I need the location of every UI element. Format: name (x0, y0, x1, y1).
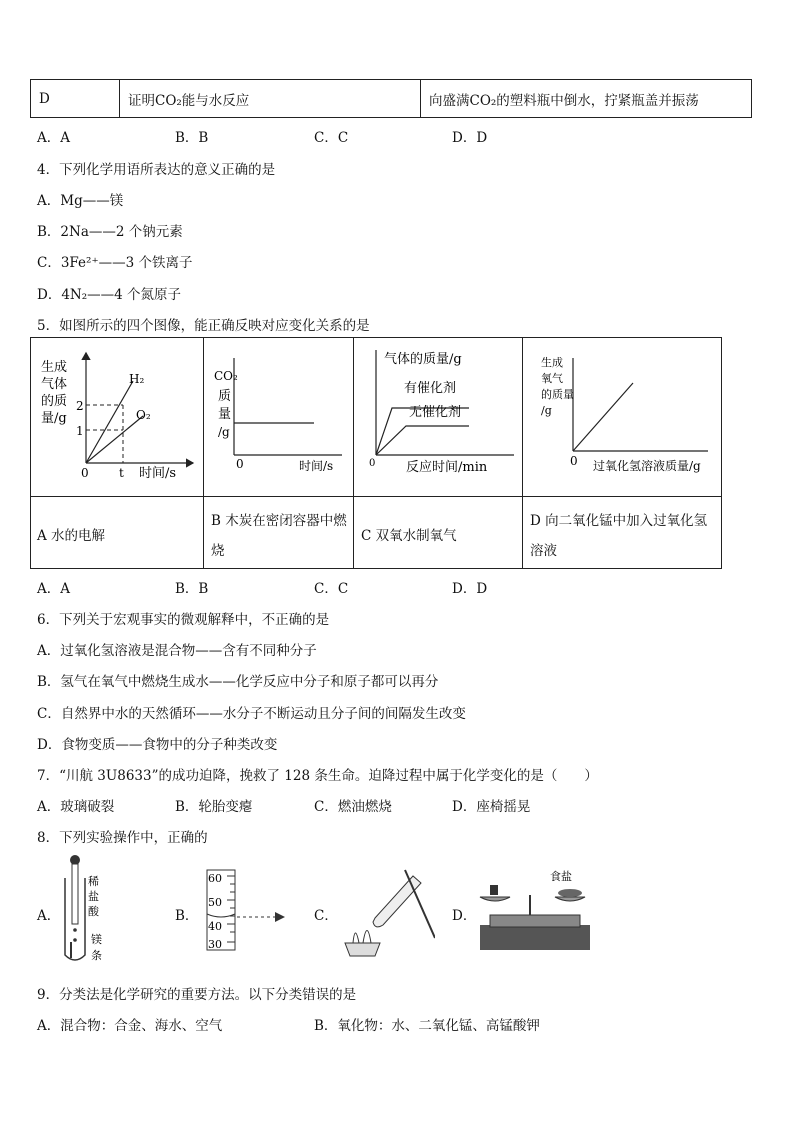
q5-option-d[interactable]: D．D (452, 581, 488, 597)
balance-base-icon (480, 925, 590, 950)
row-d-label: D (31, 80, 120, 118)
q6-option-a[interactable]: A．过氧化氢溶液是混合物——含有不同种分子 (37, 643, 317, 659)
graph-a-electrolysis (31, 338, 203, 496)
q4-option-c[interactable]: C．3Fe²⁺——3 个铁离子 (37, 255, 193, 271)
graph-b-caption: B 木炭在密闭容器中燃烧 (211, 513, 347, 559)
q5-graph-table (30, 337, 722, 569)
q5-option-a[interactable]: A．A (37, 581, 70, 597)
graph-c-xlabel: 反应时间/min (406, 460, 488, 475)
q7-option-d[interactable]: D．座椅摇晃 (452, 799, 531, 815)
heating-test-tube-figure (335, 858, 435, 958)
svg-text:酸: 酸 (88, 905, 99, 918)
svg-text:50: 50 (208, 896, 222, 909)
graph-a-ylabel-3: 的质 (41, 394, 68, 409)
alcohol-lamp-icon (345, 943, 380, 956)
svg-text:30: 30 (208, 938, 222, 951)
graph-a-h2-line (86, 381, 133, 463)
graph-a-caption: A 水的电解 (37, 528, 106, 544)
right-pan-icon (555, 897, 585, 901)
q6-option-c[interactable]: C．自然界中水的天然循环——水分子不断运动且分子间的间隔发生改变 (37, 706, 466, 722)
q7-option-c[interactable]: C．燃油燃烧 (314, 799, 392, 815)
q6-option-d[interactable]: D．食物变质——食物中的分子种类改变 (37, 737, 278, 753)
q3-option-a[interactable]: A．A (37, 130, 70, 146)
graph-c-catalyst-label: 有催化剂 (404, 381, 457, 396)
graph-c-origin: 0 (369, 458, 376, 469)
row-d-method: 向盛满CO₂的塑料瓶中倒水，拧紧瓶盖并振荡 (421, 80, 752, 118)
row-d-purpose: 证明CO₂能与水反应 (120, 80, 421, 118)
q9-stem: 9．分类法是化学研究的重要方法。以下分类错误的是 (37, 987, 357, 1003)
q7-stem: 7．“川航 3U8633”的成功迫降，挽救了 128 条生命。迫降过程中属于化学变化的是（ ） (37, 768, 598, 784)
svg-text:条: 条 (91, 949, 102, 962)
q5-option-c[interactable]: C．C (314, 581, 349, 597)
graph-b-charcoal (204, 338, 353, 496)
graph-b-origin: 0 (236, 457, 244, 471)
svg-text:40: 40 (208, 920, 222, 933)
graph-d-caption: D 向二氧化锰中加入过氧化氢溶液 (530, 513, 708, 559)
eye-icon (275, 912, 285, 922)
q3-option-b[interactable]: B．B (175, 130, 209, 146)
graph-b-ylabel-4: /g (218, 425, 230, 439)
svg-text:镁: 镁 (91, 933, 102, 946)
q5-stem: 5．如图所示的四个图像，能正确反映对应变化关系的是 (37, 318, 370, 334)
graph-d-ylabel-3: 的质量 (541, 388, 574, 401)
graph-a-h2-label: H₂ (129, 372, 145, 386)
graph-a-ylabel-1: 生成 (41, 360, 68, 375)
svg-text:盐: 盐 (88, 890, 99, 903)
q6-option-b[interactable]: B．氢气在氧气中燃烧生成水——化学反应中分子和原子都可以再分 (37, 674, 439, 690)
svg-text:食盐: 食盐 (550, 870, 572, 883)
q3-option-c[interactable]: C．C (314, 130, 349, 146)
graph-a-ylabel-2: 气体 (41, 377, 68, 392)
graph-d-origin: 0 (570, 454, 578, 468)
graph-a-o2-label: O₂ (136, 408, 151, 422)
q8-option-d[interactable]: D． (452, 908, 477, 924)
graph-b-ylabel-1: CO₂ (214, 369, 238, 383)
q9-option-a[interactable]: A．混合物：合金、海水、空气 (37, 1018, 223, 1034)
graph-b-xlabel: 时间/s (299, 459, 334, 473)
q4-option-b[interactable]: B．2Na——2 个钠元素 (37, 224, 183, 240)
tube-holder-icon (405, 870, 435, 938)
graduated-cylinder-figure (195, 868, 295, 953)
q5-option-b[interactable]: B．B (175, 581, 209, 597)
graph-c-caption: C 双氧水制氧气 (361, 528, 457, 544)
graph-c-ylabel: 气体的质量/g (384, 352, 462, 367)
dropper-tube-icon (72, 864, 78, 924)
flame-icon (353, 931, 371, 944)
graph-c-no-catalyst-line (376, 426, 469, 455)
graph-c-no-catalyst-label: 无催化剂 (409, 405, 462, 420)
weight-icon (490, 885, 498, 895)
graph-b-ylabel-3: 量 (218, 407, 232, 422)
graph-d-manganese-dioxide (523, 338, 721, 496)
graph-a-origin: 0 (81, 466, 89, 480)
graph-a-xlabel: 时间/s (139, 466, 177, 481)
experiment-table-row-d (30, 79, 752, 118)
graph-a-tick-1: 1 (76, 424, 84, 438)
q8-option-a[interactable]: A． (37, 908, 61, 924)
q8-stem: 8．下列实验操作中，正确的 (37, 830, 208, 846)
salt-icon (558, 889, 582, 897)
graph-d-ylabel-2: 氧气 (541, 372, 563, 385)
test-tube-dropper-figure (55, 850, 115, 965)
graph-b-ylabel-2: 质 (218, 389, 232, 404)
q4-option-a[interactable]: A．Mg——镁 (37, 193, 124, 209)
graph-d-ylabel-1: 生成 (541, 356, 563, 369)
q9-option-b[interactable]: B．氧化物：水、二氧化锰、高锰酸钾 (314, 1018, 540, 1034)
svg-text:稀: 稀 (88, 875, 99, 888)
q3-option-d[interactable]: D．D (452, 130, 488, 146)
left-pan-icon (480, 897, 510, 901)
graph-d-xlabel: 过氧化氢溶液质量/g (593, 459, 701, 473)
svg-text:60: 60 (208, 872, 222, 885)
graph-d-line (573, 383, 633, 451)
test-tube-icon (373, 876, 421, 927)
q7-option-a[interactable]: A．玻璃破裂 (37, 799, 115, 815)
q4-stem: 4．下列化学用语所表达的意义正确的是 (37, 162, 276, 178)
q8-option-b[interactable]: B． (175, 908, 199, 924)
graph-a-tick-2: 2 (76, 399, 84, 413)
q6-stem: 6．下列关于宏观事实的微观解释中，不正确的是 (37, 612, 330, 628)
graph-a-ylabel-4: 量/g (41, 411, 67, 426)
balance-scale-figure (475, 865, 595, 955)
graph-d-ylabel-4: /g (541, 404, 552, 417)
graph-c-hydrogen-peroxide (354, 338, 522, 496)
q8-option-c[interactable]: C． (314, 908, 338, 924)
q4-option-d[interactable]: D．4N₂——4 个氮原子 (37, 287, 182, 303)
graph-a-o2-line (86, 416, 143, 463)
graph-table-divider (31, 496, 721, 497)
q7-option-b[interactable]: B．轮胎变瘪 (175, 799, 253, 815)
graph-a-tick-t: t (119, 466, 124, 480)
